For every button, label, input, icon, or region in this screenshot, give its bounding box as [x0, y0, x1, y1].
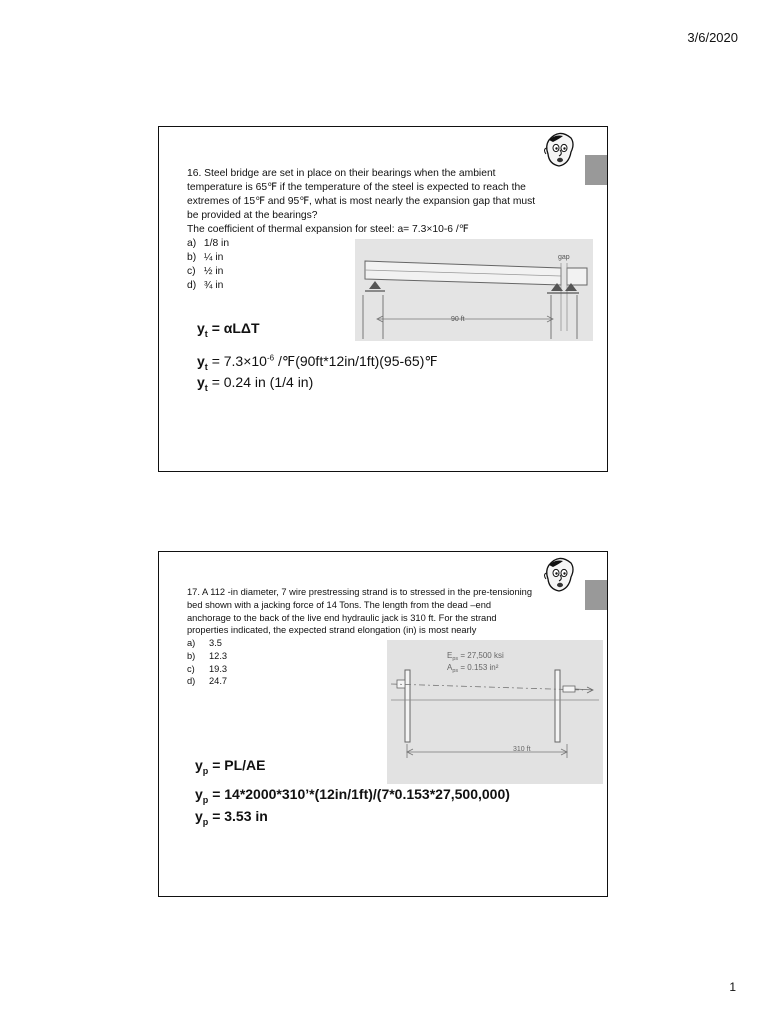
- slide-tab-marker: [585, 580, 607, 610]
- aps-label: A: [447, 663, 453, 672]
- answer-options: [187, 637, 227, 688]
- span-label: 90 ft: [451, 316, 465, 323]
- date-header: 3/6/2020: [687, 30, 738, 45]
- option-d: d) ¾ in: [187, 280, 224, 291]
- equation-elongation-substitution: $y_p$ = 14*2000*310’*(12in/1ft)/(7*0.153*27,500,000): [195, 786, 510, 805]
- svg-text:Eps = 27,500 ksi: $E_{ps} = 27,500$ ksi: [447, 651, 504, 662]
- option-a: a) 3.5: [187, 638, 222, 648]
- question-17-text: [187, 586, 572, 637]
- equation-elongation-result: $y_p = 3.53$ in: [195, 808, 268, 827]
- option-b: b) 12.3: [187, 650, 228, 661]
- question-line: The coefficient of thermal expansion for steel: a= 7.3×10-6 /℉: [187, 224, 469, 235]
- equation-thermal-result: $y_t = 0.24$ in (1/4 in): [197, 374, 314, 393]
- gap-label: gap: [558, 254, 570, 261]
- slide-17: [158, 551, 608, 897]
- equation-elongation-formula: $y_p = PL/AE$: [195, 757, 266, 776]
- slide-16: [158, 126, 608, 472]
- option-b: b) ¼ in: [187, 252, 224, 263]
- option-c: c) 19.3: [187, 663, 228, 674]
- question-line: be provided at the bearings?: [187, 210, 318, 221]
- question-16-text: [187, 167, 582, 237]
- question-line: properties indicated, the expected strand elongation (in) is most nearly: [187, 625, 477, 636]
- option-c: c) ½ in: [187, 266, 224, 277]
- page-number: 1: [729, 980, 736, 994]
- option-d: d) 24.7: [187, 676, 228, 687]
- equation-thermal-substitution: $y_t = 7.3\times 10^{-6}$ /℉(90ft*12in/1ft)(95-65)℉: [197, 353, 438, 372]
- bridge-bearing-figure: [355, 239, 593, 341]
- prestressing-bed-figure: [387, 640, 603, 784]
- equation-thermal-formula: $y_t = \alpha L\Delta T$: [197, 320, 260, 339]
- answer-options: [187, 237, 229, 293]
- bridge-diagram: [355, 239, 593, 341]
- cartoon-face-icon: [541, 130, 577, 170]
- span-label: 310 ft: [513, 746, 531, 753]
- question-line: temperature is 65℉ if the temperature of the steel is expected to reach the: [187, 182, 526, 193]
- slide-tab-marker: [585, 155, 607, 185]
- question-line: anchorage to the back of the live end hydraulic jack is 310 ft. For the strand: [187, 612, 497, 623]
- question-line: 17. A 112 -in diameter, 7 wire prestressing strand is to stressed in the pre-tensioning: [187, 587, 533, 597]
- eps-label: E: [447, 651, 453, 660]
- option-a: a) 1/8 in: [187, 238, 230, 249]
- question-line: 16. Steel bridge are set in place on their bearings when the ambient: [187, 168, 496, 179]
- question-line: extremes of 15℉ and 95℉, what is most nearly the expansion gap that must: [187, 196, 536, 207]
- svg-text:Aps = 0.153 in²: $A_{ps} = 0.153$ in²: [447, 663, 499, 674]
- question-line: bed shown with a jacking force of 14 Tons. The length from the dead –end: [187, 599, 492, 610]
- prestressing-bed-diagram: [387, 640, 603, 784]
